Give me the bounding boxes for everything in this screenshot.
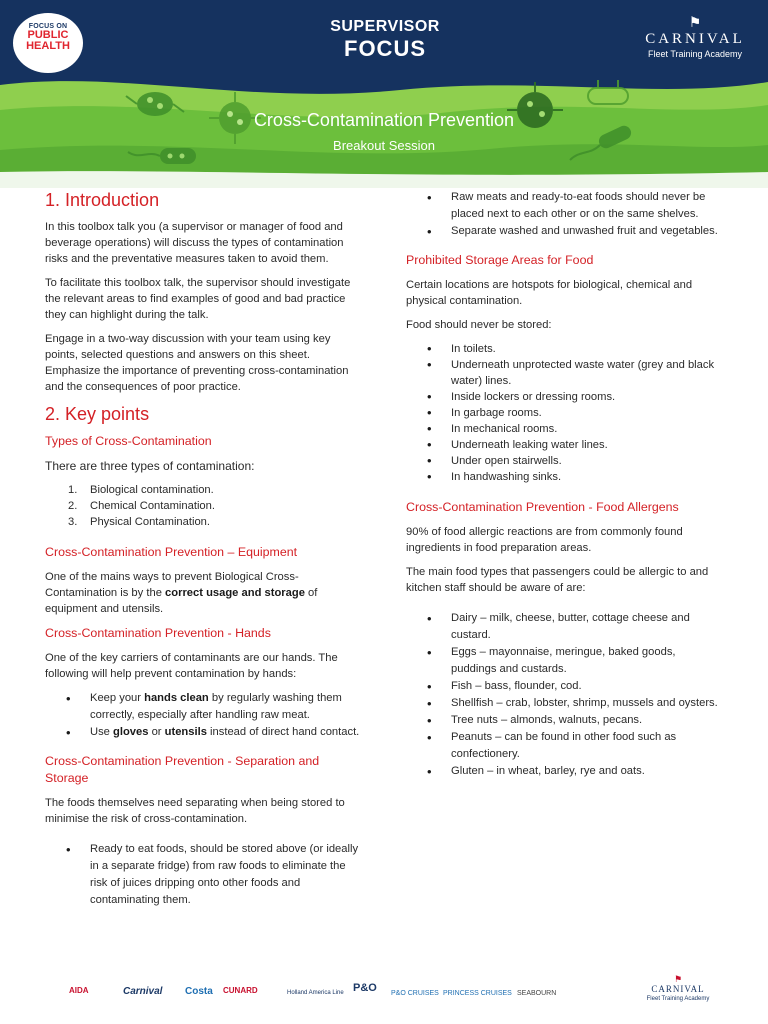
list-item: • Under open stairwells. [451, 453, 724, 469]
list-item: • In mechanical rooms. [451, 421, 724, 437]
bold-text: gloves [113, 726, 149, 738]
separation-paragraph: The foods themselves need separating when being stored to minimise the risk of cross-contamination. [45, 797, 345, 825]
list-item: • Raw meats and ready-to-eat foods should never be placed next to each other or on the same shelves. [451, 189, 724, 223]
prohibited-list [406, 341, 724, 485]
brand-logo-aida: AIDA [69, 986, 89, 995]
allergens-heading: Cross-Contamination Prevention - Food Allergens [406, 500, 679, 514]
list-item: • Underneath unprotected waste water (grey and black water) lines. [451, 357, 724, 389]
key-points-heading: 2. Key points [45, 404, 150, 424]
left-column [45, 189, 360, 917]
brand-logo-holland-america: Holland America Line [287, 990, 344, 996]
page-title: Cross-Contamination Prevention [253, 110, 515, 130]
logo-focus-on: FOCUS ON [28, 23, 68, 30]
carnival-footer-logo [643, 974, 713, 1003]
list-item: Biological contamination. [90, 484, 214, 496]
text-run: or [148, 726, 165, 738]
focus-on-public-health-logo [13, 13, 83, 73]
list-item: Chemical Contamination. [90, 500, 215, 512]
hands-paragraph: One of the key carriers of contaminants are our hands. The following will help prevent contamination by hands: [45, 652, 338, 680]
list-item: • Gluten – in wheat, barley, rye and oats. [451, 763, 724, 780]
separation-list-continued [406, 189, 724, 240]
brand-logo-princess: PRINCESS CRUISES [443, 990, 512, 997]
equipment-paragraph [45, 569, 360, 617]
logo-public: PUBLIC [27, 29, 69, 42]
list-item: Physical Contamination. [90, 516, 211, 528]
text-run: Keep your [90, 692, 145, 704]
allergens-paragraph: The main food types that passengers could be allergic to and kitchen staff should be aware of are: [406, 566, 709, 594]
equipment-heading: Cross-Contamination Prevention – Equipment [45, 545, 298, 559]
brand-logo-carnival: Carnival [123, 986, 163, 997]
header-banner [0, 0, 768, 188]
intro-paragraph: In this toolbox talk you (a supervisor or manager of food and beverage operations) will discuss the types of contamination risks and the preventative measures taken to avoid them. [45, 221, 344, 265]
bold-text: utensils [164, 726, 207, 738]
types-intro: There are three types of contamination: [45, 459, 255, 473]
flag-icon: ⚑ [673, 974, 683, 984]
list-item: • In handwashing sinks. [451, 469, 724, 485]
bold-text: hands clean [144, 692, 209, 704]
introduction-heading: 1. Introduction [45, 190, 160, 210]
allergens-paragraph: 90% of food allergic reactions are from commonly found ingredients in food preparation areas. [406, 526, 683, 554]
prohibited-paragraph: Certain locations are hotspots for biological, chemical and physical contamination. [406, 279, 693, 307]
carnival-logo [630, 14, 760, 60]
list-item: • Ready to eat foods, should be stored above (or ideally in a separate fridge) from raw foods to eliminate the risk of juices dripping onto other foods and contaminating them. [90, 841, 360, 909]
carnival-name: CARNIVAL [645, 31, 745, 47]
list-item [90, 690, 360, 724]
hands-heading: Cross-Contamination Prevention - Hands [45, 626, 271, 640]
list-item: • Inside lockers or dressing rooms. [451, 389, 724, 405]
prohibited-paragraph: Food should never be stored: [406, 319, 552, 331]
list-item: • Shellfish – crab, lobster, shrimp, mussels and oysters. [451, 695, 724, 712]
text-run: by regularly washing them correctly, especially after handling raw meat. [90, 692, 342, 721]
prohibited-storage-heading: Prohibited Storage Areas for Food [406, 253, 594, 267]
footer-brand-strip [45, 972, 725, 1008]
brand-logo-seabourn: SEABOURN [517, 990, 557, 997]
brand-logo-p-and-o: P&O [353, 982, 377, 994]
text-run: instead of direct hand contact. [206, 726, 360, 738]
list-item: • Separate washed and unwashed fruit and vegetables. [451, 223, 724, 240]
allergens-list [406, 610, 724, 780]
types-heading: Types of Cross-Contamination [45, 434, 212, 448]
list-item: • Dairy – milk, cheese, butter, cottage cheese and custard. [451, 610, 724, 644]
list-item: • In garbage rooms. [451, 405, 724, 421]
hands-list [45, 690, 360, 741]
text-run: One of the mains ways to prevent Biological Cross-Contamination is by the [45, 571, 299, 599]
intro-paragraph: Engage in a two-way discussion with your team using key points, selected questions and answers on this sheet. Emphasize the importance of preventing cross-contamination and the consequences of poor practice. [45, 333, 349, 393]
bold-text: correct usage and storage [165, 587, 305, 599]
list-item: • Peanuts – can be found in other food such as confectionery. [451, 729, 724, 763]
carnival-sub: Fleet Training Academy [647, 49, 743, 59]
list-item: • Eggs – mayonnaise, meringue, baked goods, puddings and custards. [451, 644, 724, 678]
supervisor-focus-logo [310, 18, 460, 62]
list-item: • In toilets. [451, 341, 724, 357]
intro-paragraph: To facilitate this toolbox talk, the supervisor should investigate the relevant areas to find examples of good and bad practice they can highlight during the talk. [45, 277, 351, 321]
logo-health: HEALTH [26, 40, 70, 53]
list-item: • Tree nuts – almonds, walnuts, pecans. [451, 712, 724, 729]
brand-logo-cunard: CUNARD [223, 986, 258, 995]
separation-list [45, 841, 360, 909]
text-run: of equipment and utensils. [45, 587, 318, 615]
types-list [45, 482, 360, 530]
page-subtitle: Breakout Session [333, 138, 435, 153]
separation-heading: Cross-Contamination Prevention - Separation and Storage [45, 754, 320, 785]
list-item [90, 724, 360, 741]
supervisor-word: SUPERVISOR [330, 18, 440, 35]
flag-icon: ⚑ [688, 14, 702, 30]
carnival-footer-sub: Fleet Training Academy [646, 996, 710, 1002]
focus-word: FOCUS [344, 36, 426, 61]
carnival-footer-name: CARNIVAL [651, 984, 705, 994]
brand-logo-costa: Costa [185, 986, 213, 997]
list-item: • Underneath leaking water lines. [451, 437, 724, 453]
right-column [406, 189, 724, 788]
text-run: Use [90, 726, 114, 738]
list-item: • Fish – bass, flounder, cod. [451, 678, 724, 695]
brand-logo-p-and-o-cruises: P&O CRUISES [391, 990, 439, 997]
